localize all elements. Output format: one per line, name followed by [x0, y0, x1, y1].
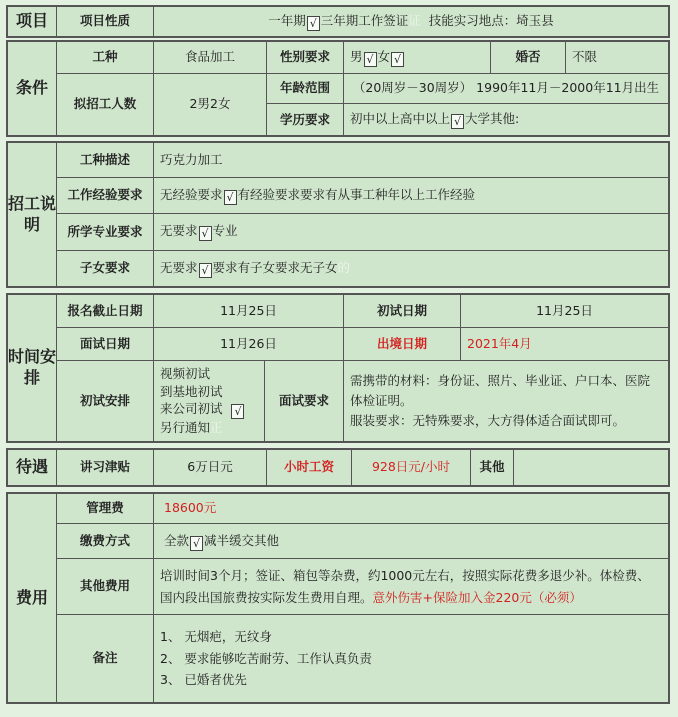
other-benefit-value	[514, 450, 668, 485]
section-title-fees: 费用	[8, 494, 56, 702]
checkbox-icon: √	[199, 226, 212, 241]
arrangement-label: 初试安排	[57, 361, 153, 441]
gender-value	[344, 42, 490, 73]
checkbox-icon: √	[391, 52, 404, 67]
major-label: 所学专业要求	[57, 214, 153, 249]
pay-section	[6, 448, 670, 487]
gender-male: 男	[350, 48, 363, 64]
first-exam-label: 初试日期	[344, 295, 460, 327]
deadline-value: 11月25日	[154, 295, 343, 327]
children-value	[154, 251, 668, 286]
children-label: 子女要求	[57, 251, 153, 286]
hourly-wage-label: 小时工资	[267, 450, 351, 485]
section-title-project: 项目	[8, 7, 56, 36]
checkbox-icon: √	[307, 16, 320, 31]
other-fees-value	[154, 559, 668, 614]
marital-label: 婚否	[491, 42, 565, 73]
arrangement-options	[154, 361, 264, 441]
project-nature-value	[154, 7, 668, 36]
arrange-option-company-text: 来公司初试	[160, 401, 223, 417]
gender-female: 女	[377, 48, 391, 64]
section-title-recruit: 招工说明	[8, 143, 56, 286]
allowance-value: 6万日元	[154, 450, 266, 485]
checkbox-icon: √	[364, 52, 377, 67]
payment-option-other: 减半缓交其他	[204, 532, 280, 548]
experience-label: 工作经验要求	[57, 178, 153, 213]
age-value: （20周岁－30周岁） 1990年11月－2000年11月出生	[344, 74, 668, 103]
checkbox-icon: √	[451, 114, 464, 129]
recruit-section	[6, 141, 670, 288]
conditions-section	[6, 40, 670, 137]
checkbox-icon: √	[224, 190, 237, 205]
job-desc-label: 工种描述	[57, 143, 153, 177]
section-title-schedule: 时间安排	[8, 295, 56, 441]
note-item: 1、 无烟疤，无纹身	[160, 628, 272, 644]
req-materials: 需携带的材料：身份证、照片、毕业证、户口本、医院体检证明。	[350, 373, 651, 408]
option-one-year: 一年期	[268, 13, 306, 28]
departure-label: 出境日期	[344, 328, 460, 360]
first-exam-value: 11月25日	[461, 295, 668, 327]
experience-value	[154, 178, 668, 213]
management-fee-value: 18600元	[154, 494, 668, 523]
section-title-pay: 待遇	[8, 450, 56, 485]
marital-value: 不限	[566, 42, 668, 73]
note-item: 2、 要求能够吃苦耐劳、工作认真负责	[160, 650, 372, 666]
job-type-label: 工种	[57, 42, 153, 73]
faded-text: 的	[337, 259, 351, 275]
faded-text: 正	[210, 420, 223, 436]
gender-label: 性别要求	[267, 42, 343, 73]
arrange-option-company	[160, 400, 258, 419]
headcount-value: 2男2女	[154, 74, 266, 135]
arrange-option-notify	[160, 419, 258, 437]
interview-req-value	[344, 361, 668, 441]
allowance-label: 讲习津贴	[57, 450, 153, 485]
education-options: 初中以上高中以上	[350, 111, 451, 127]
notes-label: 备注	[57, 615, 153, 702]
note-item: 3、 已婚者优先	[160, 672, 247, 688]
exp-option-b: 有经验要求要求有从事工种年以上工作经验	[237, 186, 476, 202]
major-option-a: 无要求	[160, 223, 198, 239]
other-fees-text: 培训时间3个月；签证、箱包等杂费，约1000元左右，按照实际花费多退少补。体检费、国内段出国旅费按实际发生费用自理。	[160, 568, 650, 605]
payment-method-label: 缴费方式	[57, 524, 153, 558]
job-type-value: 食品加工	[154, 42, 266, 73]
management-fee-label: 管理费	[57, 494, 153, 523]
education-label: 学历要求	[267, 104, 343, 135]
other-fees-label: 其他费用	[57, 559, 153, 614]
major-value	[154, 214, 668, 249]
education-value	[344, 104, 668, 135]
education-options-b: 大学其他:	[465, 111, 520, 127]
project-section	[6, 5, 670, 38]
req-dress: 服装要求：无特殊要求，大方得体适合面试即可。	[350, 413, 626, 428]
arrange-option-notify-text: 另行通知	[160, 420, 211, 436]
arrange-option-video: 视频初试	[160, 365, 211, 381]
project-nature-label: 项目性质	[57, 7, 153, 36]
arrange-option-base: 到基地初试	[160, 383, 223, 399]
exp-option-a: 无经验要求	[160, 186, 223, 202]
option-three-year: 三年期工作签证	[320, 13, 409, 28]
payment-option-full: 全款	[164, 532, 190, 548]
checkbox-icon: √	[231, 404, 244, 419]
insurance-note: 意外伤害+保险加入金220元（必须）	[372, 589, 582, 605]
interview-req-label: 面试要求	[265, 361, 343, 441]
fees-section	[6, 492, 670, 704]
job-desc-value: 巧克力加工	[154, 143, 668, 177]
checkbox-icon: √	[190, 536, 203, 551]
schedule-section	[6, 293, 670, 443]
interview-date-label: 面试日期	[57, 328, 153, 360]
interview-date-value: 11月26日	[154, 328, 343, 360]
section-title-conditions: 条件	[8, 42, 56, 135]
headcount-label: 拟招工人数	[57, 74, 153, 135]
kids-option-b: 要求有子女要求无子女	[212, 259, 338, 275]
hourly-wage-value: 928日元/小时	[352, 450, 470, 485]
payment-method-value	[154, 524, 668, 558]
other-benefit-label: 其他	[471, 450, 513, 485]
faded-text: 证	[408, 13, 421, 28]
departure-value: 2021年4月	[461, 328, 668, 360]
work-location: 技能实习地点：埼玉县	[428, 13, 554, 28]
deadline-label: 报名截止日期	[57, 295, 153, 327]
age-label: 年龄范围	[267, 74, 343, 103]
major-option-b: 专业	[212, 223, 238, 239]
kids-option-a: 无要求	[160, 259, 198, 275]
notes-value	[154, 615, 668, 702]
checkbox-icon: √	[199, 263, 212, 278]
